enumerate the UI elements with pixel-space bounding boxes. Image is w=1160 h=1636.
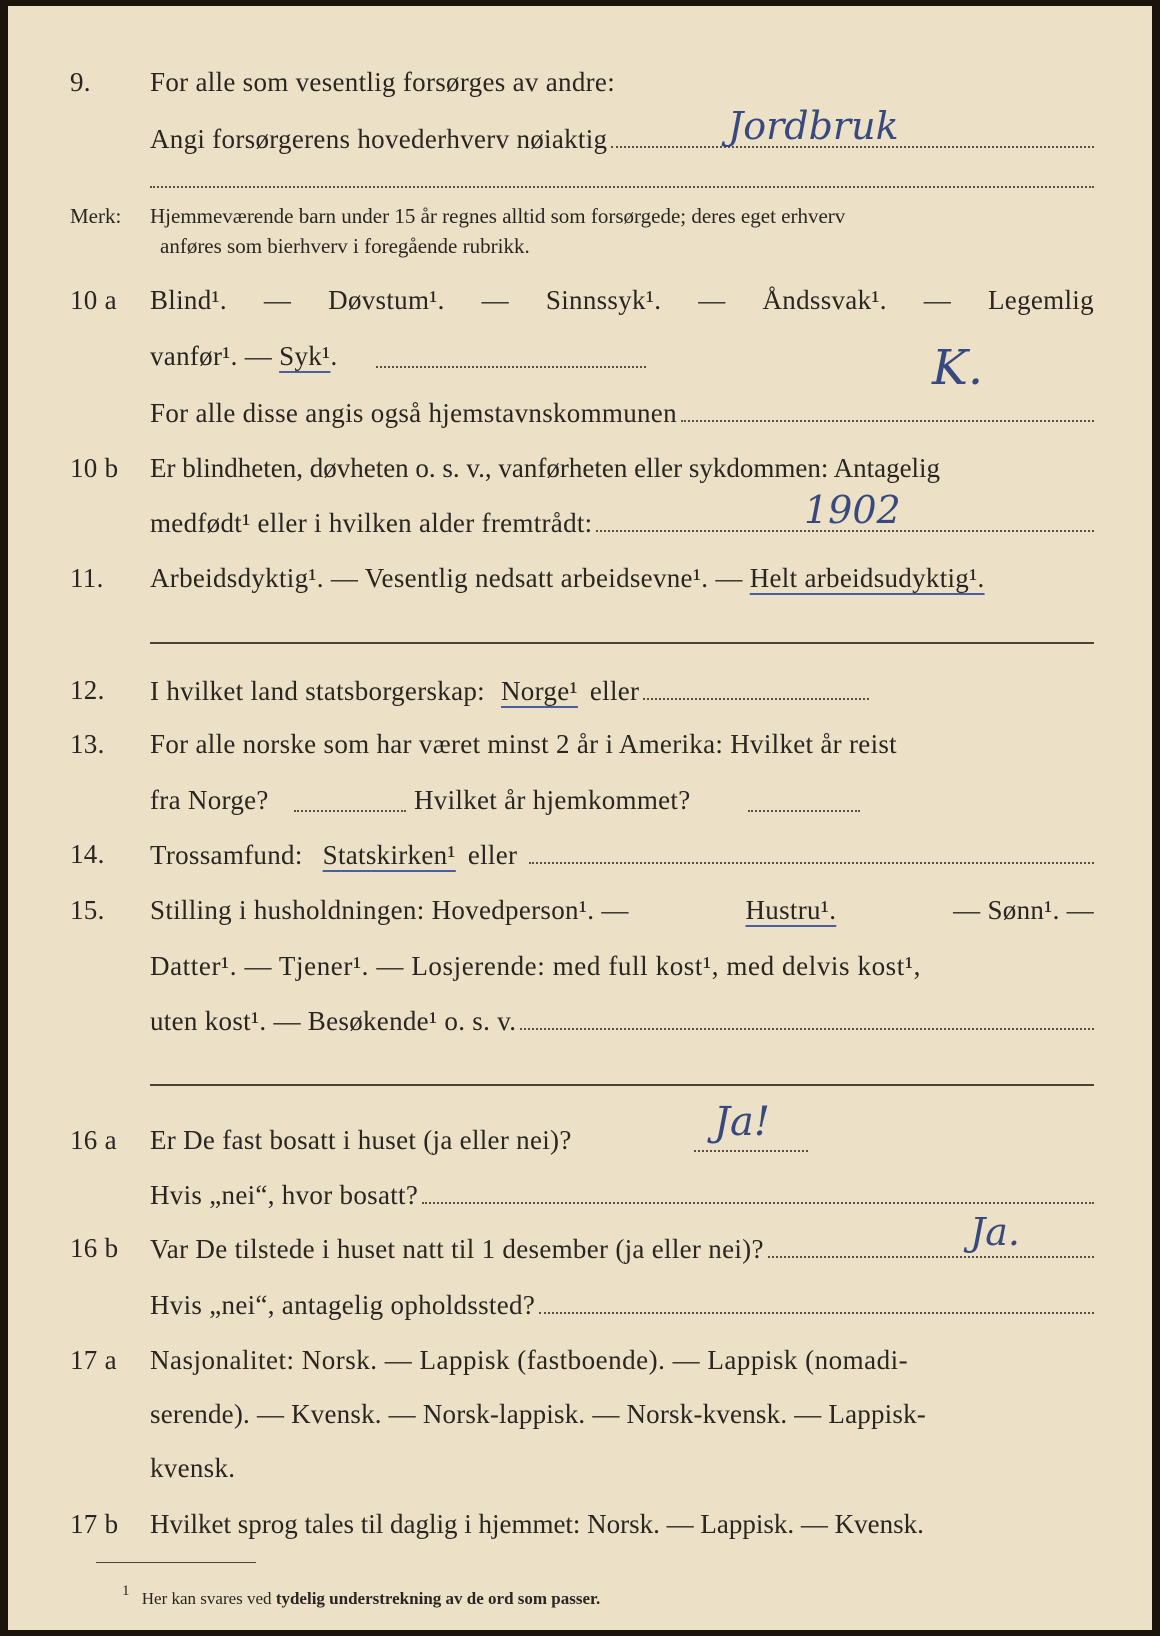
- q9-number: 9.: [70, 67, 91, 97]
- q12-line: [8, 670, 1152, 710]
- q10a-kommune-field[interactable]: [681, 392, 1094, 422]
- q10a-dash: —: [481, 285, 509, 315]
- q12-content: [150, 670, 1094, 711]
- q14-eller: eller: [467, 840, 518, 870]
- q10b-text-1: Er blindheten, døvheten o. s. v., vanførheten eller sykdommen: Antagelig: [150, 453, 941, 483]
- q10a-opt-blind[interactable]: Blind¹.: [150, 285, 227, 315]
- q15-line1: [8, 890, 1152, 930]
- q9-line2: [8, 118, 1152, 158]
- q15-text-1b: — Sønn¹. —: [953, 895, 1094, 925]
- q10b-number: 10 b: [70, 453, 119, 483]
- q17b-text: Hvilket sprog tales til daglig i hjemmet: Norsk. — Lappisk. — Kvensk.: [150, 1509, 924, 1539]
- q14-other-field[interactable]: [529, 834, 1094, 864]
- q13-text-1: For alle norske som har været minst 2 år i Amerika: Hvilket år reist: [150, 729, 897, 759]
- q15-line1-content: [150, 890, 1094, 930]
- footnote-bold-text: tydelig understrekning av de ord som passer.: [275, 1589, 601, 1608]
- q10a-opt-vanfor[interactable]: vanfør¹. —: [150, 341, 273, 371]
- q14-number: 14.: [70, 839, 105, 869]
- q15-text-3: uten kost¹. — Besøkende¹ o. s. v.: [150, 1006, 517, 1036]
- q13-line1: [8, 724, 1152, 764]
- q9-extra-dotted-line: [150, 186, 1094, 188]
- q12-text: I hvilket land statsborgerskap:: [150, 676, 485, 706]
- q13-text-2b: Hvilket år hjemkommet?: [414, 785, 691, 815]
- footnote-rule: [96, 1562, 256, 1563]
- section-divider-1: [150, 642, 1094, 644]
- q13-text-2a: fra Norge?: [150, 785, 269, 815]
- q16a-line1: [8, 1120, 1152, 1160]
- q13-line2: [8, 780, 1152, 820]
- q10b-answer-line: [150, 502, 1094, 543]
- q11-line: [8, 558, 1152, 598]
- merk-text-1: Hjemmeværende barn under 15 år regnes alltid som forsørgede; deres eget erhverv: [150, 204, 846, 228]
- q16a-text-1: Er De fast bosatt i huset (ja eller nei)?: [150, 1125, 572, 1155]
- q10a-opt-dovstum[interactable]: Døvstum¹.: [328, 285, 445, 315]
- q10a-period: .: [330, 341, 338, 371]
- q12-underlined-answer[interactable]: Norge¹: [501, 676, 578, 706]
- q10b-text-2: medfødt¹ eller i hvilken alder fremtrådt:: [150, 508, 593, 538]
- q12-other-field[interactable]: [643, 670, 868, 700]
- q12-number: 12.: [70, 675, 105, 705]
- q10a-options: [150, 280, 1094, 320]
- footnote: [122, 1580, 600, 1610]
- q17b-number: 17 b: [70, 1509, 119, 1539]
- q10a-line3: [8, 392, 1152, 432]
- q15-line2: [8, 946, 1152, 986]
- footnote-mark: 1: [122, 1583, 130, 1599]
- q14-content: [150, 834, 1094, 875]
- q17b-line: [8, 1504, 1152, 1544]
- section-divider-2: [150, 1084, 1094, 1086]
- q16b-line1-content: [150, 1228, 1094, 1269]
- q16a-handwritten-answer: Ja!: [714, 1099, 770, 1145]
- q12-eller: eller: [589, 676, 640, 706]
- q9-handwritten-answer: Jordbruk: [728, 104, 899, 148]
- q10a-opt-syk-underlined[interactable]: Syk¹: [279, 341, 331, 371]
- q10a-line1: [8, 280, 1152, 320]
- q10a-opt-legemlig[interactable]: Legemlig: [988, 285, 1094, 315]
- q13-number: 13.: [70, 729, 105, 759]
- q14-text: Trossamfund:: [150, 840, 303, 870]
- q15-underlined-answer[interactable]: Hustru¹.: [745, 895, 837, 925]
- q16a-answer-field[interactable]: [694, 1150, 808, 1152]
- q16b-line2-content: [150, 1284, 1094, 1325]
- q9-text-1: For alle som vesentlig forsørges av andre:: [150, 67, 615, 97]
- q16b-text-1: Var De tilstede i huset natt til 1 desember (ja eller nei)?: [150, 1234, 764, 1264]
- q16a-line2-content: [150, 1174, 1094, 1215]
- q9-answer-line: [150, 118, 1094, 159]
- merk-label: Merk:: [70, 204, 122, 228]
- q16a-number: 16 a: [70, 1125, 117, 1155]
- q16b-line2: [8, 1284, 1152, 1324]
- q15-line3-content: [150, 1000, 1094, 1041]
- q10a-handwritten-answer: K.: [932, 340, 984, 396]
- q16b-number: 16 b: [70, 1233, 119, 1263]
- q9-text-2: Angi forsørgerens hovederhverv nøiaktig: [150, 124, 608, 154]
- q11-number: 11.: [70, 563, 104, 593]
- q16b-text-2: Hvis „nei“, antagelig opholdssted?: [150, 1290, 536, 1320]
- q17a-text-3: kvensk.: [150, 1453, 236, 1483]
- q15-other-field[interactable]: [520, 1000, 1094, 1030]
- q16b-handwritten-answer: Ja.: [970, 1210, 1020, 1254]
- q10a-opt-sinnssyk[interactable]: Sinnssyk¹.: [545, 285, 662, 315]
- q10a-opt-andssvak[interactable]: Åndssvak¹.: [762, 285, 887, 315]
- q10a-number: 10 a: [70, 285, 117, 315]
- q17a-text-2: serende). — Kvensk. — Norsk-lappisk. — Norsk-kvensk. — Lappisk-: [150, 1399, 926, 1429]
- q13-hjemkommet-field[interactable]: [748, 810, 860, 812]
- q15-text-1: Stilling i husholdningen: Hovedperson¹. —: [150, 895, 629, 925]
- merk-text-2: anføres som bierhverv i foregående rubrikk.: [160, 234, 530, 258]
- q9-line1: [8, 62, 1152, 102]
- q15-line3: [8, 1000, 1152, 1040]
- q10b-line2: [8, 502, 1152, 542]
- q17a-number: 17 a: [70, 1345, 117, 1375]
- q16a-text-2: Hvis „nei“, hvor bosatt?: [150, 1180, 419, 1210]
- q11-underlined-answer[interactable]: Helt arbeidsudyktig¹.: [749, 563, 985, 593]
- q10a-syk-field[interactable]: [376, 366, 646, 368]
- q10a-text-3: For alle disse angis også hjemstavnskommunen: [150, 398, 677, 428]
- q10a-dash: —: [698, 285, 726, 315]
- q11-text: Arbeidsdyktig¹. — Vesentlig nedsatt arbeidsevne¹. —: [150, 563, 743, 593]
- q10a-dash: —: [263, 285, 292, 315]
- q17a-line1: [8, 1340, 1152, 1380]
- q10b-handwritten-answer: 1902: [804, 488, 901, 532]
- q13-reist-field[interactable]: [294, 810, 406, 812]
- q10b-line1: [8, 448, 1152, 488]
- q16a-line2: [8, 1174, 1152, 1214]
- q14-underlined-answer[interactable]: Statskirken¹: [322, 840, 456, 870]
- q10a-kommune-line: [150, 392, 1094, 433]
- q15-text-2: Datter¹. — Tjener¹. — Losjerende: med full kost¹, med delvis kost¹,: [150, 951, 921, 981]
- q15-number: 15.: [70, 895, 105, 925]
- q14-line: [8, 834, 1152, 874]
- q17a-line3: [8, 1448, 1152, 1488]
- q10a-dash: —: [923, 285, 952, 315]
- footnote-text: Her kan svares ved: [141, 1589, 272, 1608]
- q16a-bosatt-field[interactable]: [422, 1174, 1094, 1204]
- q16b-opholdssted-field[interactable]: [539, 1284, 1094, 1314]
- q16b-answer-field[interactable]: [768, 1228, 1094, 1258]
- q17a-text-1: Nasjonalitet: Norsk. — Lappisk (fastboende). — Lappisk (nomadi-: [150, 1345, 909, 1375]
- q17a-line2: [8, 1394, 1152, 1434]
- census-form-page: [8, 6, 1152, 1630]
